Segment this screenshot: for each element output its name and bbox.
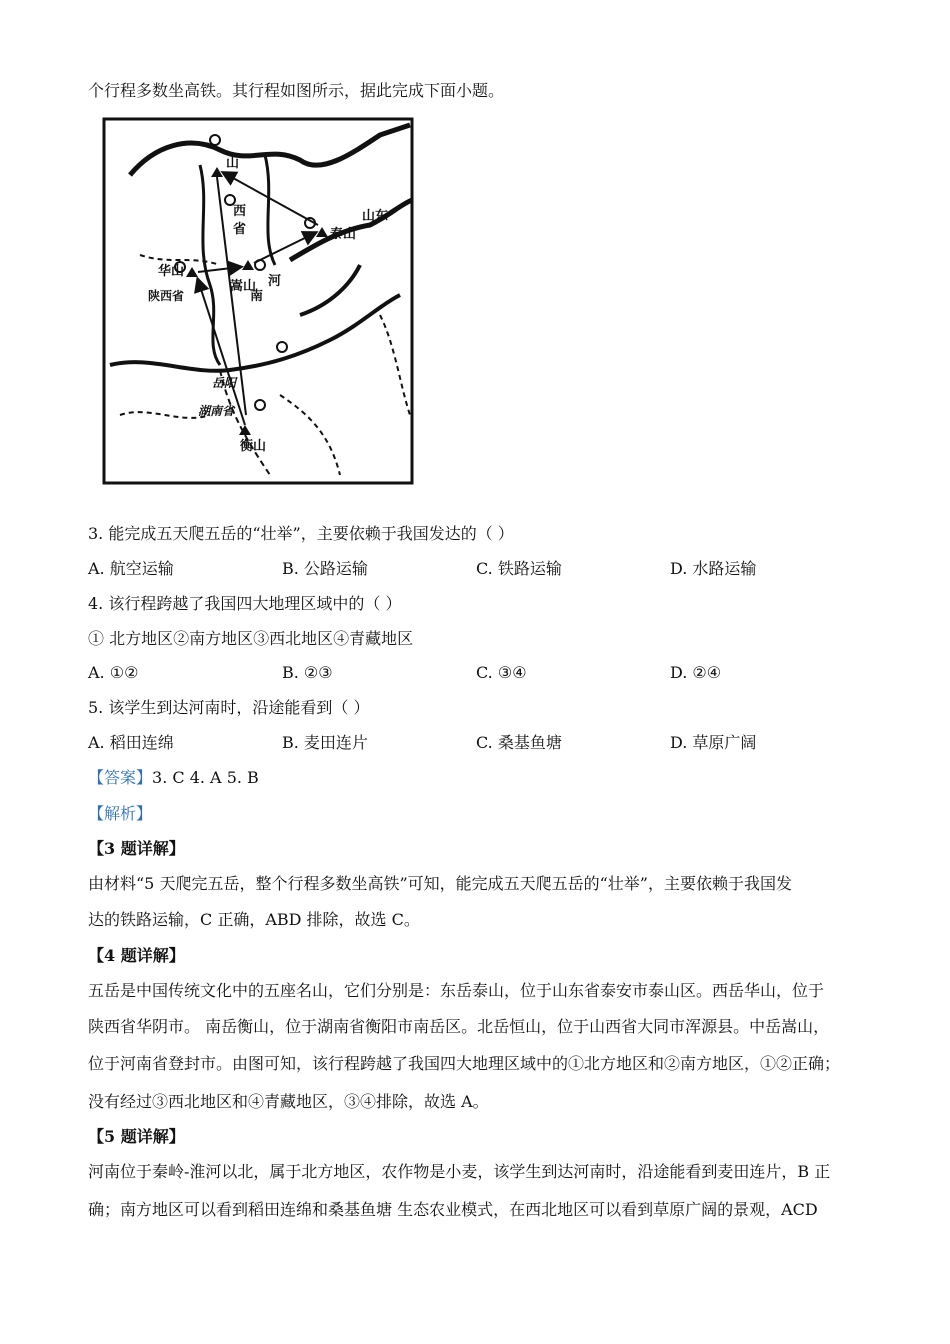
q5-option-b: B. 麦田连片: [282, 733, 368, 752]
d4-line: 位于河南省登封市。由图可知，该行程跨越了我国四大地理区域中的①北方地区和②南方地区，①②正确；: [88, 1054, 841, 1073]
map-label: 省: [233, 222, 247, 237]
q3-stem: 3. 能完成五天爬五岳的“壮举”，主要依赖于我国发达的（ ）: [88, 524, 514, 543]
q4-option-a: A. ①②: [88, 663, 139, 682]
intro-text: 个行程多数坐高铁。其行程如图所示，据此完成下面小题。: [88, 81, 505, 100]
q4-choices: ① 北方地区②南方地区③西北地区④青藏地区: [88, 629, 414, 648]
d3-line: 达的铁路运输，C 正确，ABD 排除，故选 C。: [88, 910, 420, 929]
d3-line: 由材料“5 天爬完五岳，整个行程多数坐高铁”可知，能完成五天爬五岳的“壮举”，主要依赖于我国发: [88, 874, 792, 893]
map-label: 衡山: [240, 439, 267, 454]
map-label: 泰山: [330, 227, 357, 242]
q5-option-a: A. 稻田连绵: [88, 733, 174, 752]
map-label: 岳阳: [212, 376, 237, 390]
map-label: 南: [250, 289, 264, 304]
q4-option-b: B. ②③: [282, 663, 333, 682]
q4-option-c: C. ③④: [476, 663, 527, 682]
d5-line: 确；南方地区可以看到稻田连绵和桑基鱼塘 生态农业模式，在西北地区可以看到草原广阔的景观，ACD: [88, 1200, 818, 1219]
map-label: 湖南省: [198, 404, 235, 418]
answer-line: [88, 767, 259, 789]
analysis-tag: 【解析】: [88, 804, 153, 823]
answer-text: 3. C 4. A 5. B: [152, 768, 259, 787]
q3-option-b: B. 公路运输: [282, 559, 368, 578]
q5-option-c: C. 桑基鱼塘: [476, 733, 562, 752]
d5-head: 【5 题详解】: [88, 1127, 185, 1146]
d4-line: 五岳是中国传统文化中的五座名山，它们分别是：东岳泰山，位于山东省泰安市泰山区。西岳华山，位于: [88, 981, 825, 1000]
map-label: 西: [233, 204, 247, 219]
q5-stem: 5. 该学生到达河南时，沿途能看到（ ）: [88, 698, 370, 717]
map-label: 河: [268, 274, 282, 289]
map-label: 山东: [362, 209, 389, 224]
d5-line: 河南位于秦岭-淮河以北，属于北方地区，农作物是小麦，该学生到达河南时，沿途能看到麦田连片，B 正: [88, 1162, 831, 1181]
d4-line: 陕西省华阴市。 南岳衡山，位于湖南省衡阳市南岳区。北岳恒山，位于山西省大同市浑源县。中岳嵩山，: [88, 1017, 830, 1036]
map-label: 陕西省: [148, 289, 185, 303]
map-label: 山: [226, 156, 240, 171]
q3-option-d: D. 水路运输: [670, 559, 757, 578]
q5-option-d: D. 草原广阔: [670, 733, 757, 752]
answer-tag: 【答案】: [88, 768, 153, 787]
q4-option-d: D. ②④: [670, 663, 722, 682]
d3-head: 【3 题详解】: [88, 839, 185, 858]
map-label: 华山: [158, 264, 185, 279]
route-map: [100, 115, 416, 487]
q3-option-c: C. 铁路运输: [476, 559, 562, 578]
q4-stem: 4. 该行程跨越了我国四大地理区域中的（ ）: [88, 594, 402, 613]
map-label: 嵩山: [230, 279, 257, 294]
d4-line: 没有经过③西北地区和④青藏地区，③④排除，故选 A。: [88, 1092, 489, 1111]
d4-head: 【4 题详解】: [88, 946, 185, 965]
q3-option-a: A. 航空运输: [88, 559, 174, 578]
